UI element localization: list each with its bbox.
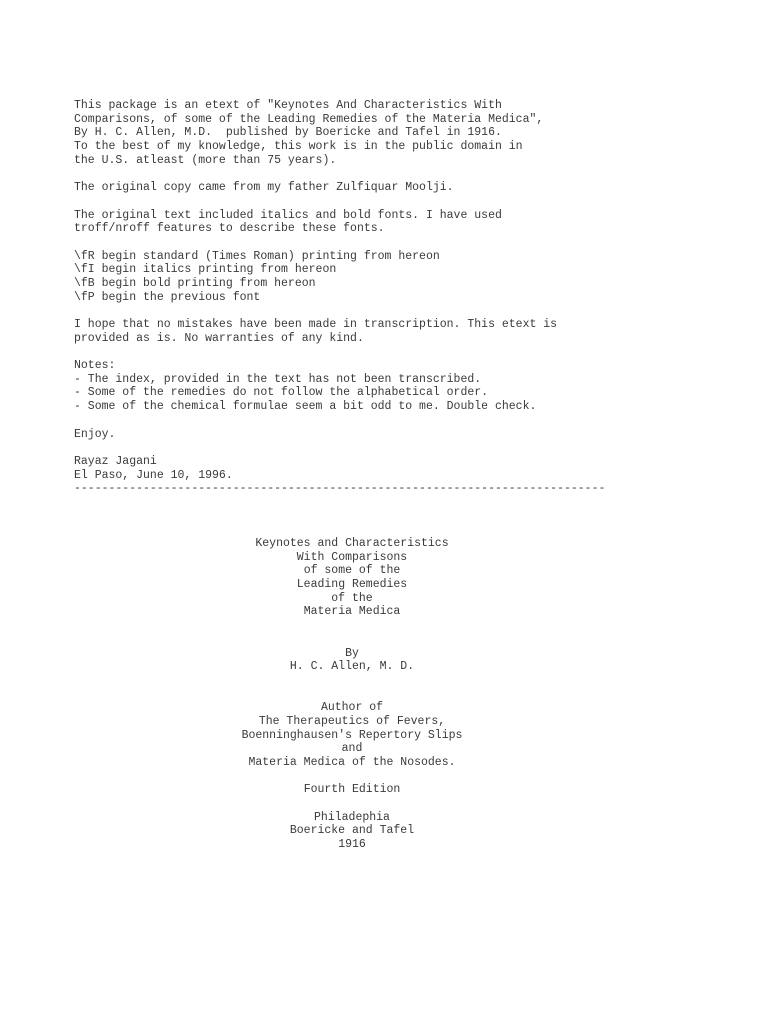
intro-paragraph xyxy=(74,99,694,167)
other-work-line: and xyxy=(341,742,363,756)
title-line: of some of the xyxy=(303,564,401,578)
font-code-item: \fI begin italics printing from hereon xyxy=(74,263,337,277)
title-block xyxy=(74,537,694,619)
other-works-block xyxy=(74,701,694,769)
note-item: - The index, provided in the text has not been transcribed. xyxy=(74,372,482,386)
title-line: Materia Medica xyxy=(303,605,401,619)
title-line: With Comparisons xyxy=(296,550,408,564)
notes-heading: Notes: xyxy=(74,359,116,373)
disclaimer-line: I hope that no mistakes have been made in transcription. This etext is xyxy=(74,318,558,331)
intro-line: This package is an etext of "Keynotes And Characteristics With xyxy=(74,99,502,112)
font-code-item: \fB begin bold printing from hereon xyxy=(74,276,316,290)
intro-line: Comparisons, of some of the Leading Remedies of the Materia Medica", xyxy=(74,112,544,126)
edition-line: Fourth Edition xyxy=(303,783,401,797)
title-line: of the xyxy=(331,591,373,605)
intro-line: the U.S. atleast (more than 75 years). xyxy=(74,153,337,167)
other-work-line: The Therapeutics of Fevers, xyxy=(258,714,446,728)
enjoy-line: Enjoy. xyxy=(74,427,116,441)
source-line: The original copy came from my father Zulfiquar Moolji. xyxy=(74,181,454,195)
notes-section xyxy=(74,359,694,414)
signature xyxy=(74,455,694,482)
other-work-line: Materia Medica of the Nosodes. xyxy=(248,756,456,769)
author-of-label: Author of xyxy=(320,701,384,715)
fonts-note-line: troff/nroff features to describe these fonts. xyxy=(74,222,385,236)
font-code-item: \fP begin the previous font xyxy=(74,290,261,304)
font-code-item: \fR begin standard (Times Roman) printing from hereon xyxy=(74,249,440,263)
intro-line: By H. C. Allen, M.D. published by Boericke and Tafel in 1916. xyxy=(74,126,502,140)
by-label: By xyxy=(345,646,359,660)
imprint-publisher: Boericke and Tafel xyxy=(289,824,415,838)
disclaimer xyxy=(74,318,694,345)
imprint-block xyxy=(74,811,694,852)
font-codes-list xyxy=(74,250,694,305)
separator-line: ----------------------------------------------------------------------------- xyxy=(74,482,606,496)
imprint-year: 1916 xyxy=(338,838,366,852)
signature-name: Rayaz Jagani xyxy=(74,454,157,468)
fonts-note-line: The original text included italics and bold fonts. I have used xyxy=(74,208,502,222)
intro-line: To the best of my knowledge, this work is in the public domain in xyxy=(74,140,523,154)
author-name: H. C. Allen, M. D. xyxy=(289,660,415,674)
imprint-city: Philadephia xyxy=(314,810,390,824)
disclaimer-line: provided as is. No warranties of any kind. xyxy=(74,331,364,345)
fonts-note xyxy=(74,209,694,236)
title-line: Keynotes and Characteristics xyxy=(255,537,449,550)
other-work-line: Boenninghausen's Repertory Slips xyxy=(241,728,463,742)
etext-page xyxy=(74,99,694,852)
note-item: - Some of the chemical formulae seem a bit odd to me. Double check. xyxy=(74,400,537,414)
signature-place-date: El Paso, June 10, 1996. xyxy=(74,468,233,482)
title-line: Leading Remedies xyxy=(296,578,408,592)
note-item: - Some of the remedies do not follow the alphabetical order. xyxy=(74,386,489,400)
